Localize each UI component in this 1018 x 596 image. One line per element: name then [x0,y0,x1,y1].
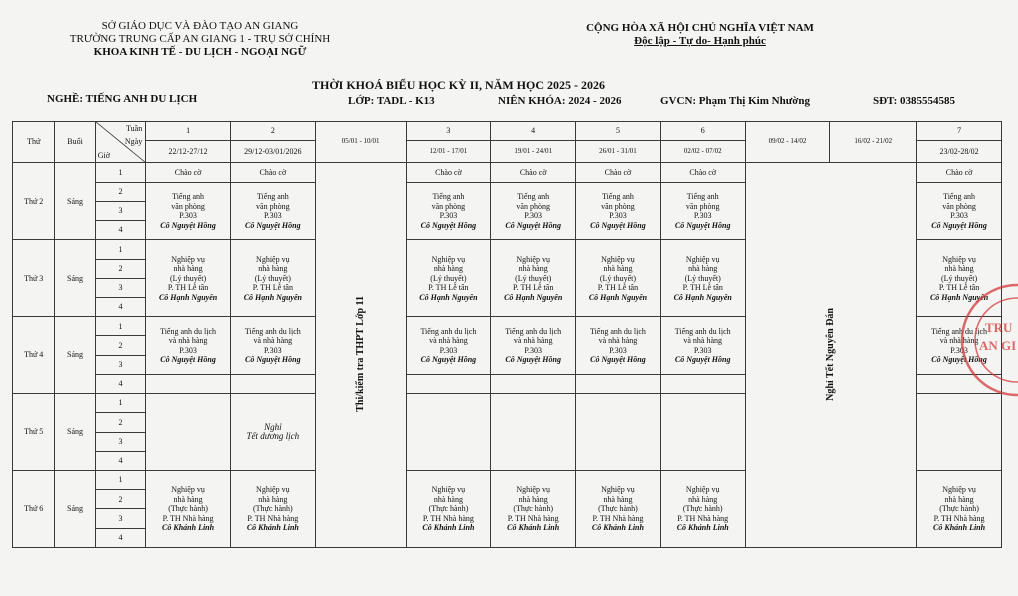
room: P. TH Lễ tân [682,283,723,293]
class-cell [146,240,231,317]
empty-cell [660,374,745,393]
date-5: 26/01 - 31/01 [576,141,661,163]
teacher: Cô Nguyệt Hồng [931,355,987,365]
teacher: Cô Hạnh Nguyên [419,292,478,302]
class-cell [576,317,661,375]
room: P.303 [693,345,712,355]
empty-cell [491,394,576,471]
teacher: Cô Nguyệt Hồng [505,220,561,230]
subject-line: Nghiệp vụ [685,254,720,264]
class-cell [406,470,491,547]
room: P.303 [524,211,542,221]
room: P. TH Nhà hàng [507,513,559,523]
subject-line: văn phòng [516,201,550,211]
holiday-line: Nghỉ [264,421,282,432]
teacher: Cô Khánh Linh [507,523,560,533]
subject-line: Nghiệp vụ [431,254,466,264]
room: P. TH Nhà hàng [422,513,474,523]
teacher: Cô Nguyệt Hồng [674,220,731,230]
class-cell [660,182,745,240]
day-label: Thứ 3 [13,240,55,317]
class-cell [491,182,576,240]
room: P.303 [264,345,282,355]
subject-line: Tiếng anh [432,192,465,202]
subject-type: (Lý thuyết) [254,273,291,283]
teacher: Cô Nguyệt Hồng [674,355,731,365]
svg-text:AN GI: AN GI [979,338,1017,353]
svg-text:TRU: TRU [985,320,1013,335]
week-6: 6 [660,122,745,141]
subject-line: Tiếng anh [601,192,634,202]
course-label: NIÊN KHÓA: 2024 - 2026 [498,95,622,107]
subject-line: Tiếng anh [686,192,719,202]
flag-ceremony: Chào cờ [406,163,491,182]
subject-line: nhà hàng [518,264,548,274]
timetable [12,121,1002,548]
period-num: 4 [95,374,145,393]
header-period: Giờ [97,150,110,160]
room: P.303 [609,345,627,355]
period-num: 2 [95,490,145,509]
room: P.303 [524,345,542,355]
session-label: Sáng [55,470,95,547]
subject-line: Nghiệp vụ [601,254,635,264]
class-cell [491,240,576,317]
subject-line: Nghiệp vụ [171,254,205,264]
date-tet-2: 16/02 - 21/02 [830,122,917,163]
subject-line: nhà hàng [258,494,288,504]
exam-column [315,163,406,548]
room: P.303 [179,211,197,221]
subject-line: Nghiệp vụ [942,485,976,495]
teacher: Cô Khánh Linh [676,523,729,533]
subject-line: và nhà hàng [683,336,723,346]
class-cell [230,240,315,317]
empty-cell [660,394,745,471]
subject-line: nhà hàng [433,264,463,274]
empty-cell [146,374,231,393]
period-num: 1 [95,470,145,489]
phone-label: SĐT: 0385554585 [873,95,955,107]
flag-ceremony: Chào cờ [230,163,315,182]
major-label: NGHỀ: TIẾNG ANH DU LỊCH [47,93,198,105]
dept-name: SỞ GIÁO DỤC VÀ ĐÀO TẠO AN GIANG [101,20,299,32]
room: P.303 [439,345,458,355]
period-num: 3 [95,432,145,451]
subject-line: Tiếng anh du lịch [589,326,646,336]
room: P.303 [950,211,968,221]
subject-line: văn phòng [256,201,290,211]
subject-line: và nhà hàng [429,336,468,346]
subject-line: Nghiệp vụ [942,254,976,264]
col-header-day: Thứ [13,122,55,163]
subject-line: Tiếng anh du lịch [674,326,731,336]
room: P.303 [609,211,627,221]
subject-line: văn phòng [171,201,205,211]
flag-ceremony: Chào cờ [146,163,231,182]
date-4: 19/01 - 24/01 [491,141,576,163]
header-date: Ngày [124,137,143,146]
room: P. TH Lễ tân [428,283,469,293]
subject-line: Tiếng anh du lịch [931,326,988,336]
subject-line: Nghiệp vụ [171,485,205,495]
week-1: 1 [146,122,231,141]
room: P. TH Lễ tân [252,283,293,293]
subject-line: Nghiệp vụ [601,485,635,495]
subject-line: Nghiệp vụ [516,254,550,264]
room: P.303 [439,211,458,221]
period-num: 1 [95,394,145,413]
subject-type: (Lý thuyết) [169,273,207,283]
header-week: Tuần [126,124,143,133]
period-num: 2 [95,413,145,432]
faculty-name: KHOA KINH TẾ - DU LỊCH - NGOẠI NGỮ [93,46,307,58]
subject-line: nhà hàng [518,494,548,504]
empty-cell [576,374,661,393]
teacher: Cô Khánh Linh [246,523,299,533]
teacher: Cô Khánh Linh [162,523,215,533]
teacher: Cô Nguyệt Hồng [590,220,646,230]
room: P. TH Lễ tân [597,283,639,293]
empty-cell [917,374,1002,393]
subject-line: văn phòng [685,201,720,211]
class-cell [146,317,231,375]
subject-line: nhà hàng [603,494,633,504]
room: P.303 [179,345,197,355]
date-7: 23/02-28/02 [917,141,1002,163]
holiday-cell [230,394,315,471]
class-label: LỚP: TADL - K13 [348,95,435,107]
period-num: 2 [95,182,145,201]
class-cell [576,182,661,240]
period-num: 3 [95,201,145,220]
teacher: Cô Khánh Linh [933,523,986,533]
subject-line: Nghiệp vụ [685,485,720,495]
period-num: 3 [95,509,145,528]
subject-line: Tiếng anh [517,192,550,202]
period-num: 1 [95,317,145,336]
subject-type: (Lý thuyết) [684,273,721,283]
teacher: Cô Nguyệt Hồng [420,220,477,230]
teacher: Cô Hạnh Nguyên [243,292,302,302]
holiday-line: Tết dương lịch [246,431,300,442]
subject-line: văn phòng [431,201,466,211]
subject-line: và nhà hàng [939,336,979,346]
date-3: 12/01 - 17/01 [406,141,491,163]
day-label: Thứ 6 [13,470,55,547]
period-num: 4 [95,528,145,547]
subject-line: Nghiệp vụ [516,485,550,495]
subject-line: nhà hàng [433,494,463,504]
subject-line: Tiếng anh du lịch [244,326,301,336]
room: P. TH Nhà hàng [933,513,985,523]
tet-label: Nghỉ Tết Nguyên Đán [825,307,837,401]
flag-ceremony: Chào cờ [660,163,745,182]
subject-type: (Thực hành) [168,504,208,514]
teacher: Cô Nguyệt Hồng [245,220,301,230]
session-label: Sáng [55,394,95,471]
teacher: Cô Hạnh Nguyên [929,292,989,302]
subject-type: (Thực hành) [253,504,293,514]
subject-line: nhà hàng [688,494,718,504]
subject-line: Nghiệp vụ [256,485,290,495]
day-label: Thứ 4 [13,317,55,394]
week-5: 5 [576,122,661,141]
room: P. TH Lễ tân [938,283,980,293]
motto: Độc lập - Tự do- Hạnh phúc [634,35,766,47]
subject-line: văn phòng [942,201,976,211]
subject-type: (Thực hành) [939,504,979,514]
subject-line: văn phòng [601,201,635,211]
subject-line: và nhà hàng [513,336,553,346]
nation-name: CỘNG HÒA XÃ HỘI CHỦ NGHĨA VIỆT NAM [586,22,814,34]
class-cell [491,317,576,375]
class-cell [576,240,661,317]
tet-holiday-column [745,163,917,548]
subject-line: nhà hàng [944,494,974,504]
empty-cell [917,394,1002,471]
room: P. TH Nhà hàng [677,513,729,523]
teacher: Cô Hạnh Nguyên [158,292,218,302]
teacher: Cô Hạnh Nguyên [588,292,648,302]
subject-line: nhà hàng [173,264,203,274]
session-label: Sáng [55,317,95,394]
empty-cell [406,394,491,471]
subject-line: Tiếng anh du lịch [505,326,562,336]
room: P. TH Nhà hàng [592,513,644,523]
period-num: 1 [95,240,145,259]
subject-line: và nhà hàng [598,336,638,346]
subject-line: nhà hàng [258,264,288,274]
class-cell [406,240,491,317]
subject-type: (Thực hành) [598,504,638,514]
teacher: Cô Nguyệt Hồng [931,220,987,230]
teacher: Cô Nguyệt Hồng [420,355,477,365]
subject-type: (Lý thuyết) [940,273,978,283]
teacher: Cô Nguyệt Hồng [590,355,646,365]
period-num: 2 [95,259,145,278]
flag-ceremony: Chào cờ [917,163,1002,182]
teacher: Cô Hạnh Nguyên [504,292,563,302]
class-cell [146,182,231,240]
room: P. TH Nhà hàng [162,513,214,523]
page-title: THỜI KHOÁ BIỂU HỌC KỲ II, NĂM HỌC 2025 - 2026 [312,78,606,92]
subject-line: nhà hàng [688,264,718,274]
room: P. TH Lễ tân [167,283,209,293]
session-label: Sáng [55,163,95,240]
header-right [560,22,840,48]
teacher: Cô Nguyệt Hồng [245,355,301,365]
class-cell [406,317,491,375]
period-num: 4 [95,451,145,470]
subject-line: Tiếng anh [256,192,289,202]
period-num: 4 [95,221,145,240]
teacher: Cô Nguyệt Hồng [505,355,561,365]
week-3: 3 [406,122,491,141]
class-cell [146,470,231,547]
empty-cell [491,374,576,393]
room: P.303 [693,211,712,221]
subject-line: Tiếng anh [943,192,976,202]
date-tet-1: 09/02 - 14/02 [745,122,830,163]
class-cell [230,317,315,375]
flag-ceremony: Chào cờ [491,163,576,182]
subject-type: (Lý thuyết) [430,273,467,283]
class-cell [230,470,315,547]
room: P.303 [950,345,968,355]
class-cell [917,182,1002,240]
period-num: 1 [95,163,145,182]
class-cell [660,240,745,317]
subject-line: Tiếng anh du lịch [160,326,217,336]
class-cell [917,470,1002,547]
period-num: 3 [95,278,145,297]
subject-line: Tiếng anh du lịch [420,326,477,336]
session-label: Sáng [55,240,95,317]
week-4: 4 [491,122,576,141]
teacher: Cô Nguyệt Hồng [160,355,216,365]
date-2: 29/12-03/01/2026 [230,141,315,163]
school-name: TRƯỜNG TRUNG CẤP AN GIANG 1 - TRỤ SỞ CHÍNH [69,33,331,45]
subject-type: (Lý thuyết) [599,273,637,283]
week-2: 2 [230,122,315,141]
room: P. TH Lễ tân [513,283,554,293]
subject-line: và nhà hàng [253,336,293,346]
empty-cell [406,374,491,393]
subject-line: Nghiệp vụ [431,485,466,495]
empty-cell [230,374,315,393]
class-cell [917,317,1002,375]
date-6: 02/02 - 07/02 [660,141,745,163]
subject-line: và nhà hàng [168,336,208,346]
teacher: Cô Khánh Linh [422,523,475,533]
subject-line: Nghiệp vụ [256,254,290,264]
week-date-period-header [95,122,145,163]
day-label: Thứ 5 [13,394,55,471]
subject-type: (Lý thuyết) [515,273,552,283]
class-cell [660,470,745,547]
subject-line: nhà hàng [173,494,203,504]
flag-ceremony: Chào cờ [576,163,661,182]
day-label: Thứ 2 [13,163,55,240]
subject-line: Tiếng anh [172,192,205,202]
class-cell [230,182,315,240]
class-cell [491,470,576,547]
class-cell [917,240,1002,317]
date-1: 22/12-27/12 [146,141,231,163]
period-num: 2 [95,336,145,355]
period-num: 4 [95,298,145,317]
week-7: 7 [917,122,1002,141]
class-cell [576,470,661,547]
teacher: Cô Hạnh Nguyên [673,292,732,302]
class-cell [660,317,745,375]
date-w-exam: 05/01 - 10/01 [315,122,406,163]
subject-type: (Thực hành) [513,504,553,514]
col-header-session: Buổi [55,122,95,163]
header-left [40,20,360,59]
homeroom-teacher: GVCN: Phạm Thị Kim Nhường [660,95,811,107]
room: P.303 [264,211,282,221]
subject-type: (Thực hành) [682,504,723,514]
subject-line: nhà hàng [944,264,974,274]
subject-type: (Thực hành) [428,504,469,514]
period-num: 3 [95,355,145,374]
teacher: Cô Khánh Linh [591,523,644,533]
teacher: Cô Nguyệt Hồng [160,220,216,230]
subject-line: nhà hàng [603,264,633,274]
empty-cell [576,394,661,471]
class-cell [406,182,491,240]
exam-label: Thi/kiểm tra THPT Lớp 11 [354,296,366,412]
empty-cell [146,394,231,471]
room: P. TH Nhà hàng [247,513,299,523]
